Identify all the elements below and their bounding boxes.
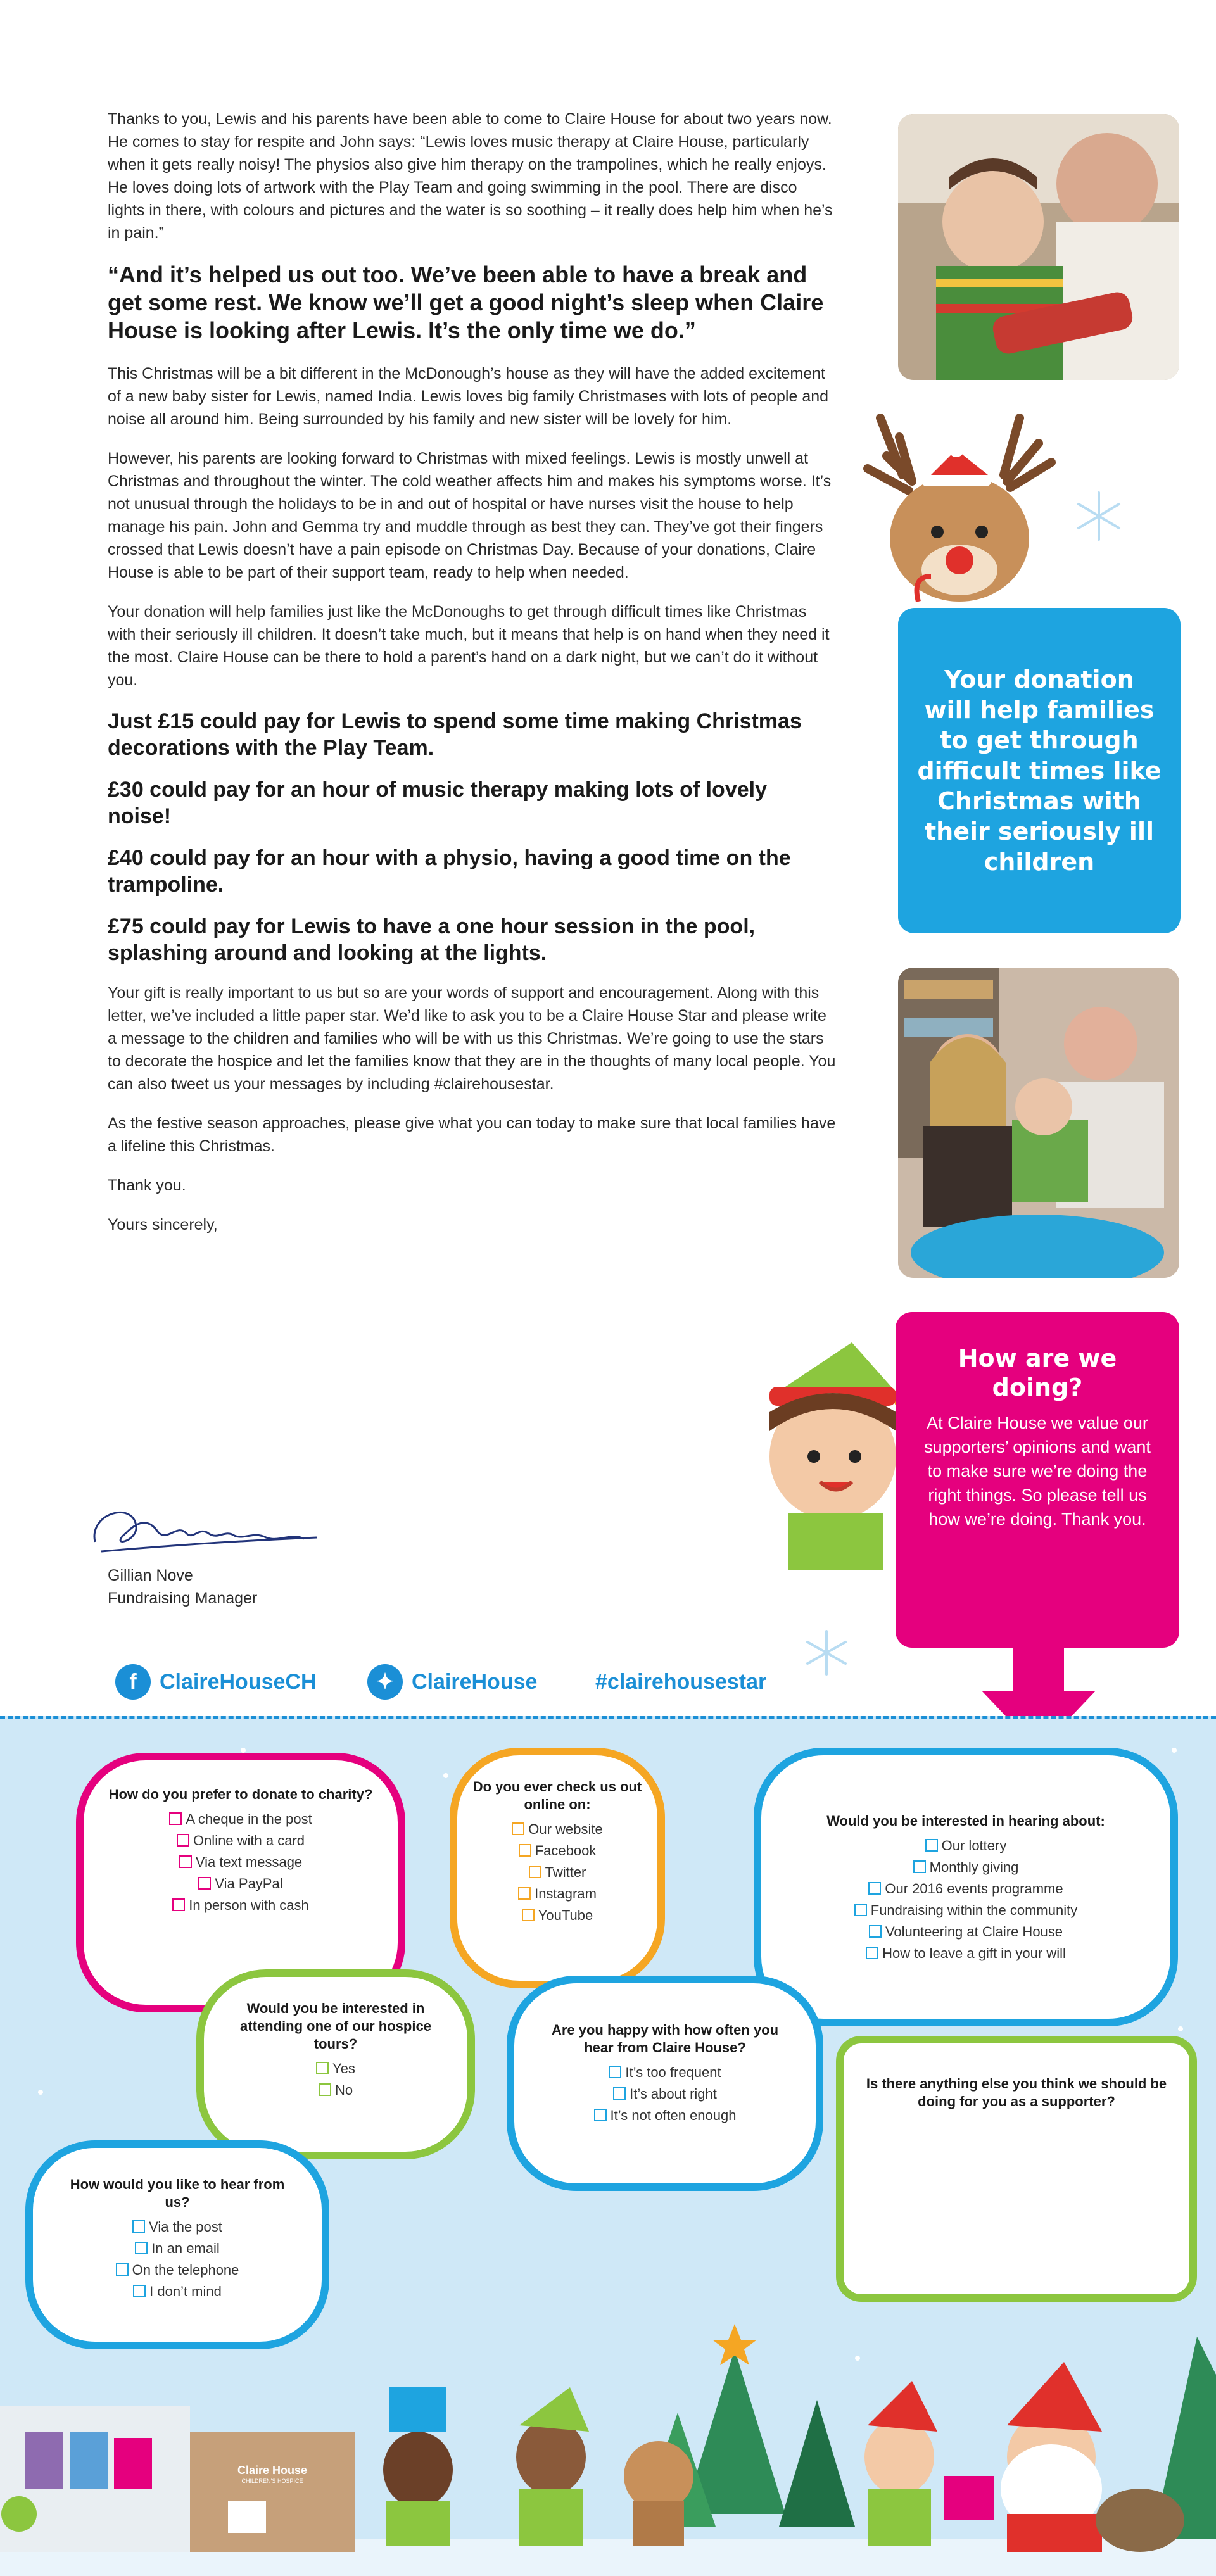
photo-lewis-with-dad <box>898 114 1179 380</box>
hashtag-link[interactable] <box>595 1663 766 1701</box>
checkbox[interactable] <box>518 1887 531 1900</box>
hashtag-text: #clairehousestar <box>595 1669 767 1694</box>
checkbox[interactable] <box>529 1866 542 1878</box>
signer-block <box>108 1564 257 1610</box>
checkbox[interactable] <box>609 2066 621 2078</box>
survey-interested-cloud <box>754 1748 1178 2026</box>
checkbox-option[interactable]: Via PayPal <box>103 1873 379 1895</box>
checkbox[interactable] <box>135 2242 148 2254</box>
survey-frequency-question: Are you happy with how often you hear from Claire House? <box>551 2022 779 2055</box>
elf-illustration <box>757 1317 909 1570</box>
checkbox[interactable] <box>868 1882 881 1895</box>
signer-name: Gillian Nove <box>108 1567 193 1584</box>
checkbox[interactable] <box>594 2109 607 2121</box>
survey-donate-question: How do you prefer to donate to charity? <box>108 1786 373 1802</box>
survey-tours-cloud <box>196 1969 475 2159</box>
survey-online-question: Do you ever check us out online on: <box>472 1779 642 1812</box>
checkbox-option[interactable]: In person with cash <box>103 1895 379 1916</box>
checkbox[interactable] <box>198 1877 211 1890</box>
checkbox-option[interactable]: In an email <box>58 2238 296 2259</box>
checkbox-option[interactable]: Facebook <box>470 1840 645 1862</box>
parent-quote: “And it’s helped us out too. We’ve been able to have a break and get some rest. We know we’ll get a good night’s sleep when Claire House is looking after Lewis. It’s the only time we do.” <box>108 262 824 343</box>
checkbox-option[interactable]: Online with a card <box>103 1830 379 1852</box>
survey-anything-cloud <box>836 2036 1197 2302</box>
survey-tours-question: Would you be interested in attending one of our hospice tours? <box>240 2000 431 2052</box>
paragraph-parents: However, his parents are looking forward to Christmas with mixed feelings. Lewis is mostly unwell at Christmas and throughout the winter. The cold weather affects him and makes his symptoms worse. It’s not unusual through the holidays to be in and out of hospital or have nurses visit the house to help manage his pain. John and Gemma try and muddle through as best they can. They’ve got their fingers crossed that Lewis doesn’t have a pain episode on Christmas Day. Because of your donations, Claire House is able to be part of their support team, ready to help when needed. <box>108 450 832 581</box>
signature <box>63 1463 342 1564</box>
christmas-scene-illustration <box>0 2311 1216 2576</box>
feedback-title: How are we doing? <box>958 1344 1117 1401</box>
checkbox-option[interactable]: Our website <box>470 1819 645 1840</box>
checkbox[interactable] <box>613 2087 626 2100</box>
checkbox[interactable] <box>925 1839 938 1852</box>
survey-frequency-cloud <box>507 1976 823 2191</box>
checkbox[interactable] <box>177 1834 189 1847</box>
checkbox[interactable] <box>116 2263 129 2276</box>
checkbox[interactable] <box>179 1855 192 1868</box>
checkbox-option[interactable]: It’s about right <box>540 2083 790 2105</box>
snow-dot <box>443 1773 448 1778</box>
donation-callout-text: Your donation will help families to get through difficult times like Christmas with their seriously ill children <box>917 666 1162 876</box>
letter-body <box>108 108 836 1253</box>
checkbox-option[interactable]: Instagram <box>470 1883 645 1905</box>
building-sign-name: Claire House <box>237 2464 308 2477</box>
feedback-callout <box>896 1312 1179 1648</box>
checkbox[interactable] <box>133 2285 146 2297</box>
sign-off: Yours sincerely, <box>108 1216 218 1234</box>
checkbox-option[interactable]: Via text message <box>103 1852 379 1873</box>
paragraph-intro: Thanks to you, Lewis and his parents have been able to come to Claire House for about two years now. He comes to stay for respite and John says: “Lewis loves music therapy at Claire House, particularly when it gets really noisy! The physios also give him therapy on the trampolines, which he really enjoys. He loves doing lots of artwork with the Play Team and going swimming in the pool. There are disco lights in there, with colours and pictures and the water is so soothing – it really does help him when he’s in pain.” <box>108 110 833 242</box>
photo-lewis-with-parents <box>898 968 1179 1278</box>
checkbox-option[interactable]: Volunteering at Claire House <box>787 1921 1145 1943</box>
snowflake-icon <box>801 1627 852 1678</box>
checkbox[interactable] <box>172 1898 185 1911</box>
survey-anything-question: Is there anything else you think we should be doing for you as a supporter? <box>866 2076 1167 2109</box>
checkbox-option[interactable]: Yes <box>223 2058 448 2080</box>
checkbox-option[interactable]: No <box>223 2080 448 2101</box>
ask-15: Just £15 could pay for Lewis to spend some time making Christmas decorations with the Play Team. <box>108 709 802 760</box>
checkbox-option[interactable]: Monthly giving <box>787 1857 1145 1878</box>
building-sign-sub: CHILDREN’S HOSPICE <box>241 2478 303 2484</box>
snow-dot <box>38 2090 43 2095</box>
checkbox-option[interactable]: YouTube <box>470 1905 645 1926</box>
checkbox-option[interactable]: How to leave a gift in your will <box>787 1943 1145 1964</box>
paragraph-christmas: This Christmas will be a bit different in the McDonough’s house as they will have the added excitement of a new baby sister for Lewis, named India. Lewis loves big family Christmases with lots of people and noise all around him. Being surrounded by his family and new sister will be lovely for him. <box>108 365 829 428</box>
checkbox[interactable] <box>319 2083 331 2096</box>
checkbox[interactable] <box>869 1925 882 1938</box>
checkbox[interactable] <box>854 1904 867 1916</box>
ask-30: £30 could pay for an hour of music therapy making lots of lovely noise! <box>108 778 768 828</box>
checkbox-option[interactable]: Via the post <box>58 2216 296 2238</box>
paragraph-star: Your gift is really important to us but so are your words of support and encouragement. Along with this letter, we’ve included a little paper star. We’d like to ask you to be a Claire House Star and please write a message to the children and families who will be with us this Christmas. We’re going to use the stars to decorate the hospice and let the families know that they are in the thoughts of many local people. You can also tweet us your messages by including #clairehousestar. <box>108 984 836 1093</box>
checkbox-option[interactable]: A cheque in the post <box>103 1809 379 1830</box>
checkbox[interactable] <box>519 1844 531 1857</box>
ask-40: £40 could pay for an hour with a physio, having a good time on the trampoline. <box>108 846 791 897</box>
building-sign <box>222 2463 323 2485</box>
donation-callout <box>898 608 1181 933</box>
snow-dot <box>241 1748 246 1753</box>
paragraph-festive: As the festive season approaches, please give what you can today to make sure that local families have a lifeline this Christmas. <box>108 1114 836 1155</box>
checkbox-option[interactable]: Our 2016 events programme <box>787 1878 1145 1900</box>
checkbox-option[interactable]: Fundraising within the community <box>787 1900 1145 1921</box>
checkbox[interactable] <box>316 2062 329 2074</box>
twitter-handle: ClaireHouse <box>412 1669 538 1694</box>
survey-interested-question: Would you be interested in hearing about: <box>826 1813 1105 1829</box>
checkbox[interactable] <box>913 1860 926 1873</box>
checkbox-option[interactable]: Our lottery <box>787 1835 1145 1857</box>
twitter-link[interactable] <box>367 1663 537 1701</box>
checkbox[interactable] <box>169 1812 182 1825</box>
checkbox[interactable] <box>522 1909 535 1921</box>
checkbox[interactable] <box>866 1947 878 1959</box>
thank-you: Thank you. <box>108 1177 186 1194</box>
checkbox[interactable] <box>512 1822 524 1835</box>
snowflake-icon <box>1070 488 1127 545</box>
signer-title: Fundraising Manager <box>108 1589 258 1607</box>
checkbox-option[interactable]: On the telephone <box>58 2259 296 2281</box>
checkbox-option[interactable]: I don’t mind <box>58 2281 296 2302</box>
snow-dot <box>1178 2026 1183 2031</box>
paragraph-donation: Your donation will help families just like the McDonoughs to get through difficult times like Christmas with their seriously ill children. It doesn’t take much, but it means that help is on hand when they need it the most. Claire House can be there to hold a parent’s hand on a dark night, but we can’t do it without you. <box>108 603 830 689</box>
ask-75: £75 could pay for Lewis to have a one hour session in the pool, splashing around and looking at the lights. <box>108 914 756 965</box>
facebook-icon: f <box>115 1664 151 1700</box>
checkbox-option[interactable]: Twitter <box>470 1862 645 1883</box>
snow-dot <box>1172 1748 1177 1753</box>
survey-anything-answer-area[interactable] <box>863 2116 1170 2274</box>
survey-online-cloud <box>450 1748 665 1988</box>
checkbox-option[interactable]: It’s too frequent <box>540 2062 790 2083</box>
facebook-handle: ClaireHouseCH <box>160 1669 317 1694</box>
checkbox[interactable] <box>132 2220 145 2233</box>
facebook-link[interactable] <box>115 1663 317 1701</box>
checkbox-option[interactable]: It’s not often enough <box>540 2105 790 2126</box>
feedback-body: At Claire House we value our supporters’ opinions and want to make sure we’re doing the right things. So please tell us how we’re doing. Thank you. <box>924 1413 1151 1529</box>
twitter-icon: ✦ <box>367 1664 403 1700</box>
survey-contact-question: How would you like to hear from us? <box>70 2176 285 2210</box>
